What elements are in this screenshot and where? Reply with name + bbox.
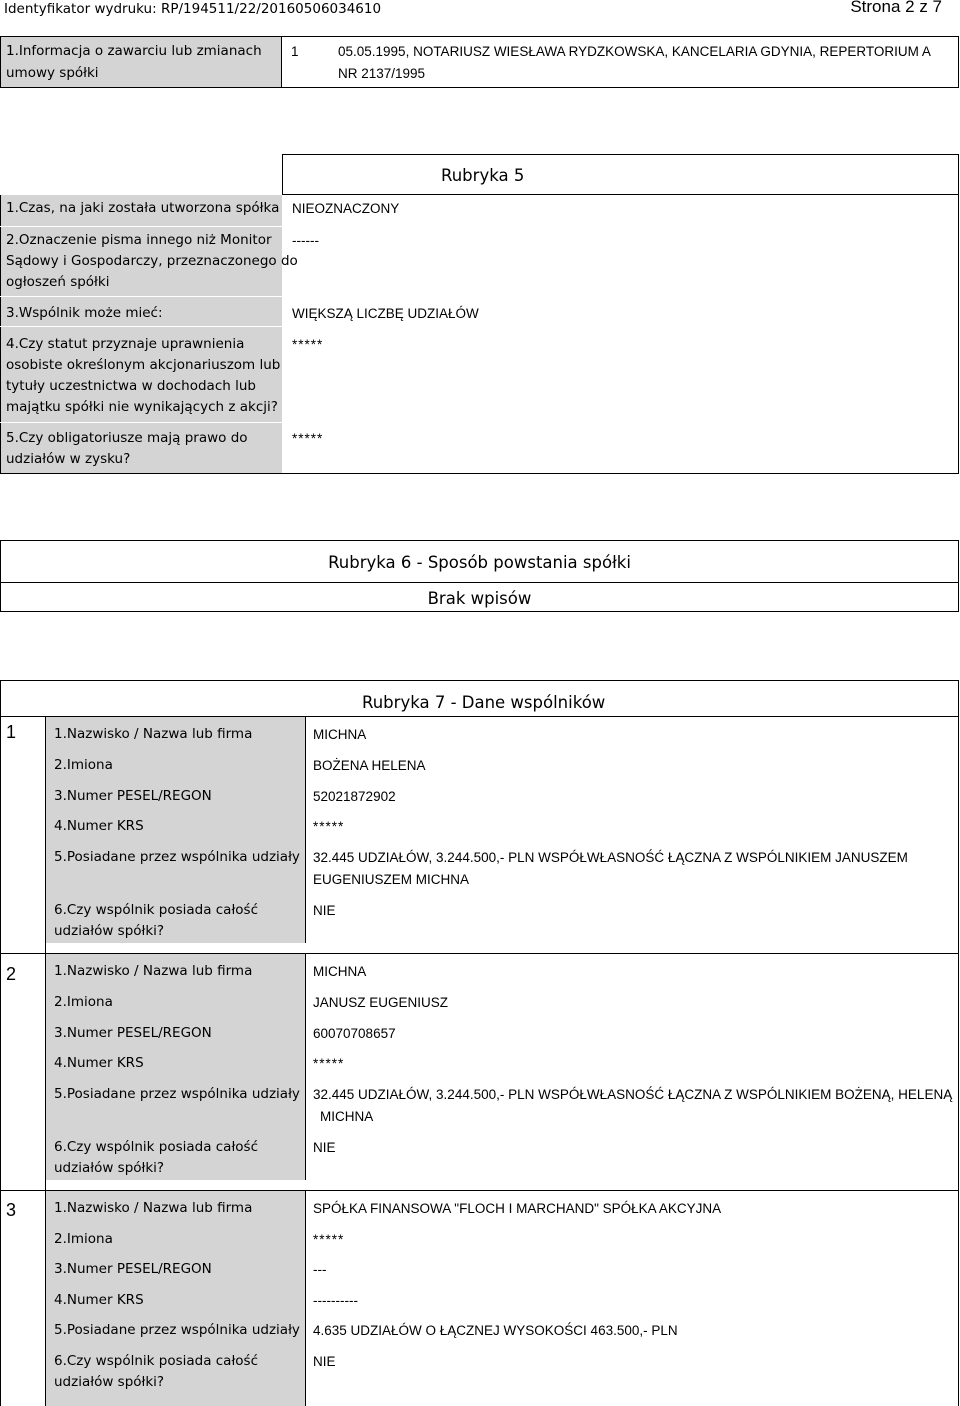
pesel-value: 52021872902 [313, 789, 396, 804]
bondholders-value: ***** [292, 431, 324, 446]
all-shares-value: NIE [313, 1140, 336, 1155]
shares-label: 5.Posiadane przez wspólnika udziały [54, 849, 300, 865]
all-shares-label-line2: udziałów spółki? [54, 1160, 165, 1176]
partner-number: 1 [6, 722, 17, 742]
surname-label: 1.Nazwisko / Nazwa lub firma [54, 1200, 253, 1216]
surname-value: MICHNA [313, 727, 367, 742]
print-identifier: Identyfikator wydruku: RP/194511/22/20160506034610 [4, 1, 382, 17]
page-number: Strona 2 z 7 [850, 0, 942, 16]
rubryka-6-empty: Brak wpisów [427, 589, 532, 608]
publication-label-line2: Sądowy i Gospodarczy, przeznaczonego do [6, 253, 298, 269]
rubryka-5-header-box [282, 154, 959, 195]
rubryka-5-title: Rubryka 5 [441, 166, 525, 185]
all-shares-label-line2: udziałów spółki? [54, 923, 165, 939]
partner-value-divider [305, 717, 306, 943]
contract-info-number: 1 [291, 44, 299, 59]
shares-value-line2: EUGENIUSZEM MICHNA [313, 872, 470, 887]
surname-label: 1.Nazwisko / Nazwa lub firma [54, 726, 253, 742]
krs-label: 4.Numer KRS [54, 818, 144, 834]
shares-value-line1: 4.635 UDZIAŁÓW O ŁĄCZNEJ WYSOKOŚCI 463.500,- PLN [313, 1323, 678, 1338]
shares-label: 5.Posiadane przez wspólnika udziały [54, 1086, 300, 1102]
shareholder-may-have-value: WIĘKSZĄ LICZBĘ UDZIAŁÓW [292, 306, 479, 321]
contract-info-label-line1: 1.Informacja o zawarciu lub zmianach [6, 43, 262, 59]
partner-value-divider [305, 1191, 306, 1406]
pesel-value: 60070708657 [313, 1026, 396, 1041]
contract-info-value-line2: NR 2137/1995 [338, 66, 426, 81]
row-divider [0, 326, 282, 327]
surname-label: 1.Nazwisko / Nazwa lub firma [54, 963, 253, 979]
names-label: 2.Imiona [54, 994, 113, 1010]
all-shares-value: NIE [313, 1354, 336, 1369]
statute-rights-label-line1: 4.Czy statut przyznaje uprawnienia [6, 336, 245, 352]
contract-info-label-line2: umowy spółki [6, 65, 99, 81]
duration-value: NIEOZNACZONY [292, 201, 400, 216]
partner-number: 2 [6, 964, 17, 984]
names-label: 2.Imiona [54, 1231, 113, 1247]
bondholders-label-line1: 5.Czy obligatoriusze mają prawo do [6, 430, 248, 446]
partner-value-divider [305, 954, 306, 1180]
all-shares-value: NIE [313, 903, 336, 918]
pesel-label: 3.Numer PESEL/REGON [54, 1025, 212, 1041]
rubryka-7-title: Rubryka 7 - Dane wspólników [362, 693, 606, 712]
krs-label: 4.Numer KRS [54, 1292, 144, 1308]
shares-value-line2: MICHNA [320, 1109, 374, 1124]
publication-value: ------ [292, 233, 319, 248]
row-divider [0, 422, 282, 423]
shares-value-line1: 32.445 UDZIAŁÓW, 3.244.500,- PLN WSPÓŁWŁASNOŚĆ ŁĄCZNA Z WSPÓLNIKIEM JANUSZEM [313, 850, 908, 865]
statute-rights-label-line3: tytuły uczestnictwa w dochodach lub [6, 378, 256, 394]
statute-rights-label-line4: majątku spółki nie wynikających z akcji? [6, 399, 278, 415]
shares-value-line1: 32.445 UDZIAŁÓW, 3.244.500,- PLN WSPÓŁWŁASNOŚĆ ŁĄCZNA Z WSPÓLNIKIEM BOŻENĄ, HELENĄ [313, 1087, 953, 1102]
publication-label-line3: ogłoszeń spółki [6, 274, 110, 290]
rubryka-6-title: Rubryka 6 - Sposób powstania spółki [328, 553, 631, 572]
row-divider [0, 296, 282, 297]
shares-label: 5.Posiadane przez wspólnika udziały [54, 1322, 300, 1338]
duration-label: 1.Czas, na jaki została utworzona spółka [6, 200, 280, 216]
all-shares-label-line1: 6.Czy wspólnik posiada całość [54, 902, 259, 918]
names-value: BOŻENA HELENA [313, 758, 426, 773]
names-label: 2.Imiona [54, 757, 113, 773]
pesel-label: 3.Numer PESEL/REGON [54, 1261, 212, 1277]
contract-info-value-line1: 05.05.1995, NOTARIUSZ WIESŁAWA RYDZKOWSKA, KANCELARIA GDYNIA, REPERTORIUM A [338, 44, 931, 59]
publication-label-line1: 2.Oznaczenie pisma innego niż Monitor [6, 232, 272, 248]
row-divider [0, 226, 282, 227]
surname-value: MICHNA [313, 964, 367, 979]
all-shares-label-line1: 6.Czy wspólnik posiada całość [54, 1353, 259, 1369]
pesel-label: 3.Numer PESEL/REGON [54, 788, 212, 804]
names-value: ***** [313, 1232, 345, 1247]
bondholders-label-line2: udziałów w zysku? [6, 451, 131, 467]
krs-label: 4.Numer KRS [54, 1055, 144, 1071]
krs-value: ---------- [313, 1293, 358, 1308]
shareholder-may-have-label: 3.Wspólnik może mieć: [6, 305, 163, 321]
statute-rights-value: ***** [292, 337, 324, 352]
names-value: JANUSZ EUGENIUSZ [313, 995, 449, 1010]
all-shares-label-line1: 6.Czy wspólnik posiada całość [54, 1139, 259, 1155]
pesel-value: --- [313, 1262, 327, 1277]
all-shares-label-line2: udziałów spółki? [54, 1374, 165, 1390]
statute-rights-label-line2: osobiste określonym akcjonariuszom lub [6, 357, 281, 373]
krs-value: ***** [313, 819, 345, 834]
krs-value: ***** [313, 1056, 345, 1071]
surname-value: SPÓŁKA FINANSOWA "FLOCH I MARCHAND" SPÓŁKA AKCYJNA [313, 1201, 722, 1216]
partner-number: 3 [6, 1200, 17, 1220]
